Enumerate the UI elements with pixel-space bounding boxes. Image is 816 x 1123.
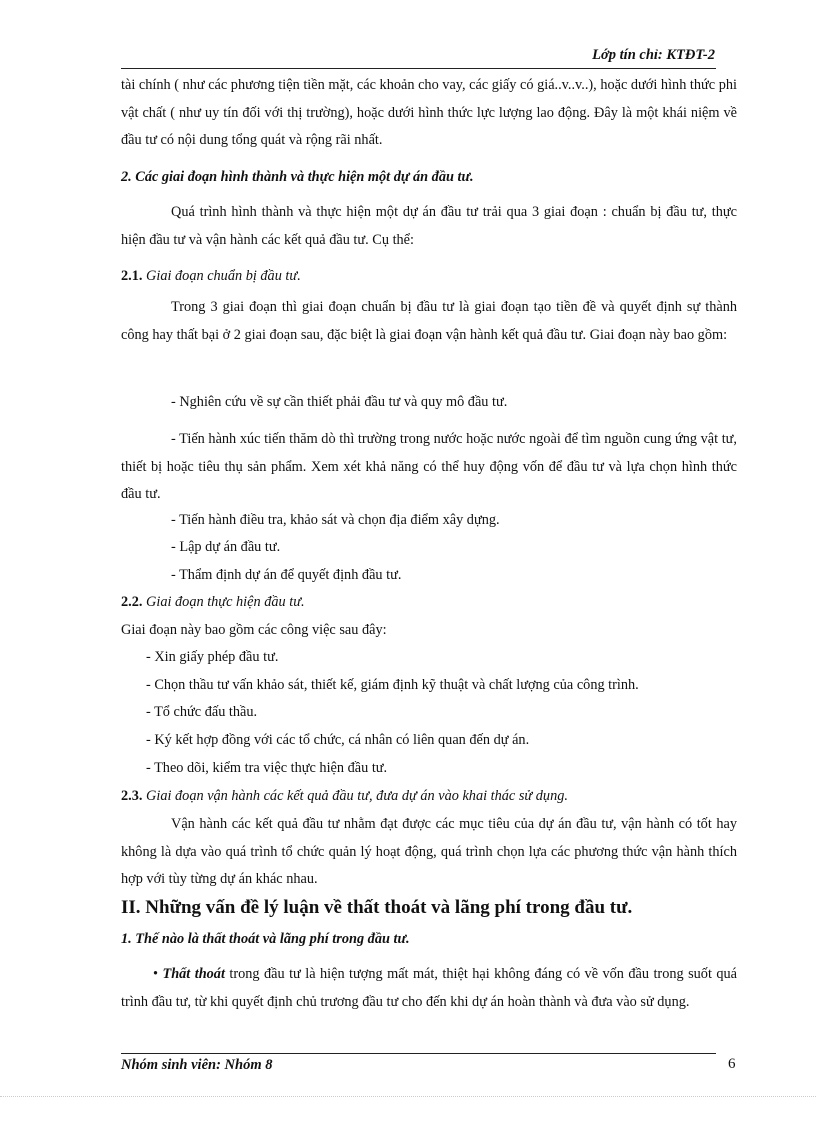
subsection-heading-2-1 bbox=[121, 263, 737, 291]
section-heading-2: 2. Các giai đoạn hình thành và thực hiện một dự án đầu tư. bbox=[121, 169, 474, 185]
page-boundary bbox=[0, 1096, 816, 1097]
subsection-title: Giai đoạn vận hành các kết quả đầu tư, đưa dự án vào khai thác sử dụng. bbox=[146, 788, 568, 804]
list-item: - Xin giấy phép đầu tư. bbox=[146, 649, 279, 665]
subsection-2-2-intro: Giai đoạn này bao gồm các công việc sau đây: bbox=[121, 622, 387, 638]
list-item: - Tổ chức đấu thầu. bbox=[146, 704, 258, 720]
subsection-number: 2.3. bbox=[121, 788, 143, 804]
class-label: Lớp tín chỉ: KTĐT-2 bbox=[592, 47, 715, 63]
bullet-paragraph bbox=[121, 961, 737, 1016]
section-2-paragraph: Quá trình hình thành và thực hiện một dự án đầu tư trải qua 3 giai đoạn : chuẩn bị đầu tư, thực hiện đầu tư và vận hành các kết quả đầu tư. Cụ thể: bbox=[121, 204, 737, 248]
list-item: - Thẩm định dự án để quyết định đầu tư. bbox=[171, 567, 402, 583]
page-number: 6 bbox=[728, 1056, 736, 1072]
list-item: - Lập dự án đầu tư. bbox=[171, 539, 281, 555]
bullet-text: trong đầu tư là hiện tượng mất mát, thiệt hại không đáng có về vốn đầu trong suốt quá trình đầu tư, từ khi quyết định chủ trương đầu tư cho đến khi dự án hoàn thành và đưa vào sử dụng. bbox=[121, 966, 738, 1010]
list-item: - Tiến hành điều tra, khảo sát và chọn địa điểm xây dựng. bbox=[171, 512, 500, 528]
list-item: - Tiến hành xúc tiến thăm dò thì trường trong nước hoặc nước ngoài để tìm nguồn cung ứng vật tư, thiết bị hoặc tiêu thụ sản phẩm. Xem xét khả năng có thể huy động vốn để đầu tư và lựa chọn hình thức đầu tư. bbox=[121, 431, 737, 503]
subsection-number: 2.1. bbox=[121, 268, 143, 284]
header-rule bbox=[121, 68, 716, 69]
subsection-number: 2.2. bbox=[121, 594, 143, 610]
chapter-heading-II: II. Những vấn đề lý luận về thất thoát và lãng phí trong đầu tư. bbox=[121, 897, 633, 918]
subsection-heading-2-2 bbox=[121, 589, 737, 617]
subsection-2-1-paragraph: Trong 3 giai đoạn thì giai đoạn chuẩn bị đầu tư là giai đoạn tạo tiền đề và quyết định sự thành công hay thất bại ở 2 giai đoạn sau, đặc biệt là giai đoạn vận hành kết quả đầu tư. Giai đoạn này bao gồm: bbox=[121, 299, 737, 343]
list-item: - Ký kết hợp đồng với các tổ chức, cá nhân có liên quan đến dự án. bbox=[146, 732, 530, 748]
footer-group: Nhóm sinh viên: Nhóm 8 bbox=[121, 1057, 273, 1073]
list-item: - Theo dõi, kiểm tra việc thực hiện đầu tư. bbox=[146, 760, 388, 776]
list-item: - Chọn thầu tư vấn khảo sát, thiết kế, giám định kỹ thuật và chất lượng của công trình. bbox=[146, 677, 639, 693]
footer-rule bbox=[121, 1053, 716, 1054]
intro-paragraph: tài chính ( như các phương tiện tiền mặt, các khoản cho vay, các giấy có giá..v..v..), hoặc dưới hình thức phi vật chất ( như uy tín đối với thị trường), hoặc dưới hình thức lực lượng lao động. Đây là một khái niệm về đầu tư có nội dung tổng quát và rộng rãi nhất. bbox=[121, 77, 737, 149]
subsection-title: Giai đoạn thực hiện đầu tư. bbox=[146, 594, 305, 610]
subsection-2-3-paragraph: Vận hành các kết quả đầu tư nhằm đạt được các mục tiêu của dự án đầu tư, vận hành có tốt hay không là dựa vào quá trình tổ chức quản lý hoạt động, quá trình chọn lựa các phương thức vận hành thích hợp với tùy từng dự án khác nhau. bbox=[121, 816, 737, 888]
section-heading-1: 1. Thế nào là thất thoát và lãng phí trong đầu tư. bbox=[121, 931, 410, 947]
subsection-heading-2-3 bbox=[121, 783, 737, 811]
subsection-title: Giai đoạn chuẩn bị đầu tư. bbox=[146, 268, 301, 284]
list-item: - Nghiên cứu về sự cần thiết phải đầu tư và quy mô đầu tư. bbox=[171, 394, 508, 410]
bullet-icon: • bbox=[153, 966, 159, 982]
bullet-term: Thất thoát bbox=[162, 966, 225, 982]
